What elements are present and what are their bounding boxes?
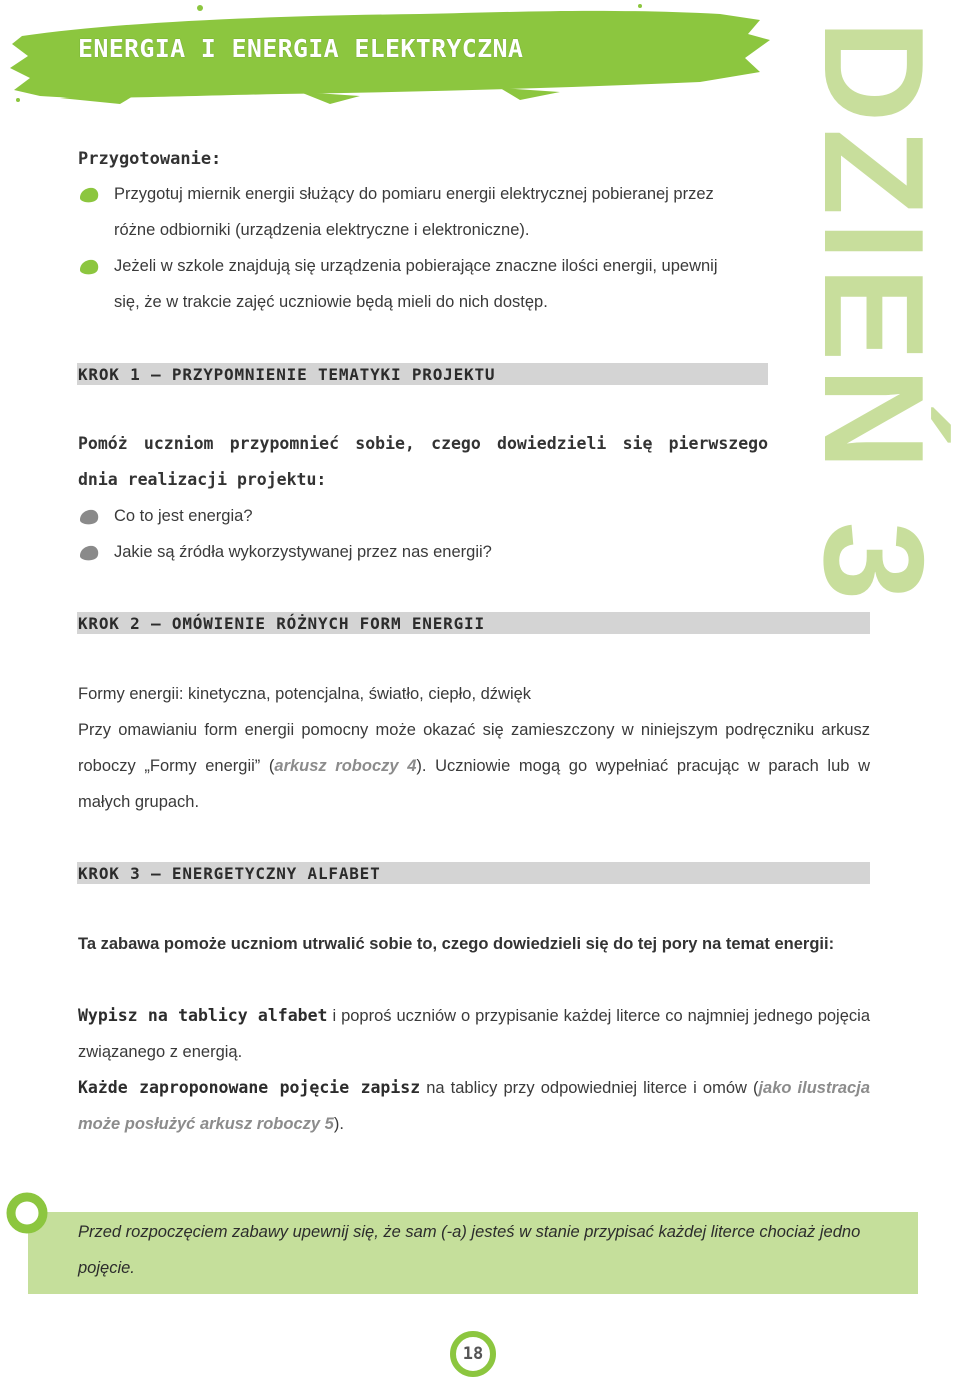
preparation-heading: Przygotowanie:: [78, 149, 222, 169]
step2-heading: KROK 2 – OMÓWIENIE RÓŻNYCH FORM ENERGII: [77, 612, 870, 634]
leaf-bullet-icon: [78, 258, 100, 276]
day-side-label: DZIEŃ 3: [794, 20, 953, 607]
step2-text-b: ). Uczniowie mogą go wypełniać pracując w parach lub w małych grupach.: [78, 757, 870, 811]
step3-line2-rest: na tablicy przy odpowiedniej literce i omów (: [420, 1079, 759, 1097]
step3-intro: Ta zabawa pomoże uczniom utrwalić sobie to, czego dowiedzieli się do tej pory na temat energii:: [78, 935, 835, 953]
step1-list: [40, 498, 760, 570]
step2-paragraph: [78, 712, 870, 820]
list-item: [40, 248, 740, 320]
step1-item-text: Co to jest energia?: [114, 507, 253, 525]
list-item: [40, 498, 760, 534]
page-title: ENERGIA I ENERGIA ELEKTRYCZNA: [78, 34, 524, 63]
leaf-bullet-icon: [78, 544, 100, 562]
preparation-list: [40, 176, 740, 320]
step3-line2: [78, 1070, 870, 1142]
step3-line1: [78, 998, 870, 1070]
worksheet-4-reference: arkusz roboczy 4: [274, 757, 417, 775]
step2-forms-line: Formy energii: kinetyczna, potencjalna, światło, ciepło, dźwięk: [78, 685, 532, 703]
preparation-item-text: Jeżeli w szkole znajdują się urządzenia pobierające znaczne ilości energii, upewnij się, że w trakcie zajęć uczniowie będą mieli do nich dostęp.: [114, 257, 718, 311]
list-item: [40, 176, 740, 248]
step2-text-a: Przy omawianiu form energii pomocny może okazać się zamieszczony w niniejszym podręczniku arkusz roboczy „Formy energii” (: [78, 721, 870, 775]
note-ring-icon: [4, 1190, 50, 1236]
step1-intro: Pomóż uczniom przypomnieć sobie, czego dowiedzieli się pierwszego dnia realizacji projektu:: [78, 434, 768, 489]
preparation-item-text: Przygotuj miernik energii służący do pomiaru energii elektrycznej pobieranej przez różne odbiorniki (urządzenia elektryczne i elektroniczne).: [114, 185, 714, 239]
step3-line1-rest: i poproś uczniów o przypisanie każdej literce co najmniej jednego pojęcia związanego z energią.: [78, 1007, 870, 1061]
step3-heading: KROK 3 – ENERGETYCZNY ALFABET: [77, 862, 870, 884]
worksheet-5-reference: jako ilustracja może posłużyć arkusz roboczy 5: [78, 1079, 870, 1133]
step3-line2-end: ).: [333, 1115, 344, 1133]
leaf-bullet-icon: [78, 508, 100, 526]
note-text: Przed rozpoczęciem zabawy upewnij się, że sam (-a) jesteś w stanie przypisać każdej literce chociaż jedno pojęcie.: [78, 1223, 861, 1277]
step1-item-text: Jakie są źródła wykorzystywanej przez nas energii?: [114, 543, 492, 561]
leaf-bullet-icon: [78, 186, 100, 204]
step1-heading: KROK 1 – PRZYPOMNIENIE TEMATYKI PROJEKTU: [77, 363, 768, 385]
page-number: 18: [462, 1344, 484, 1364]
step3-line2-bold: Każde zaproponowane pojęcie zapisz: [78, 1078, 421, 1097]
step3-line1-bold: Wypisz na tablicy alfabet: [78, 1006, 328, 1025]
list-item: [40, 534, 760, 570]
